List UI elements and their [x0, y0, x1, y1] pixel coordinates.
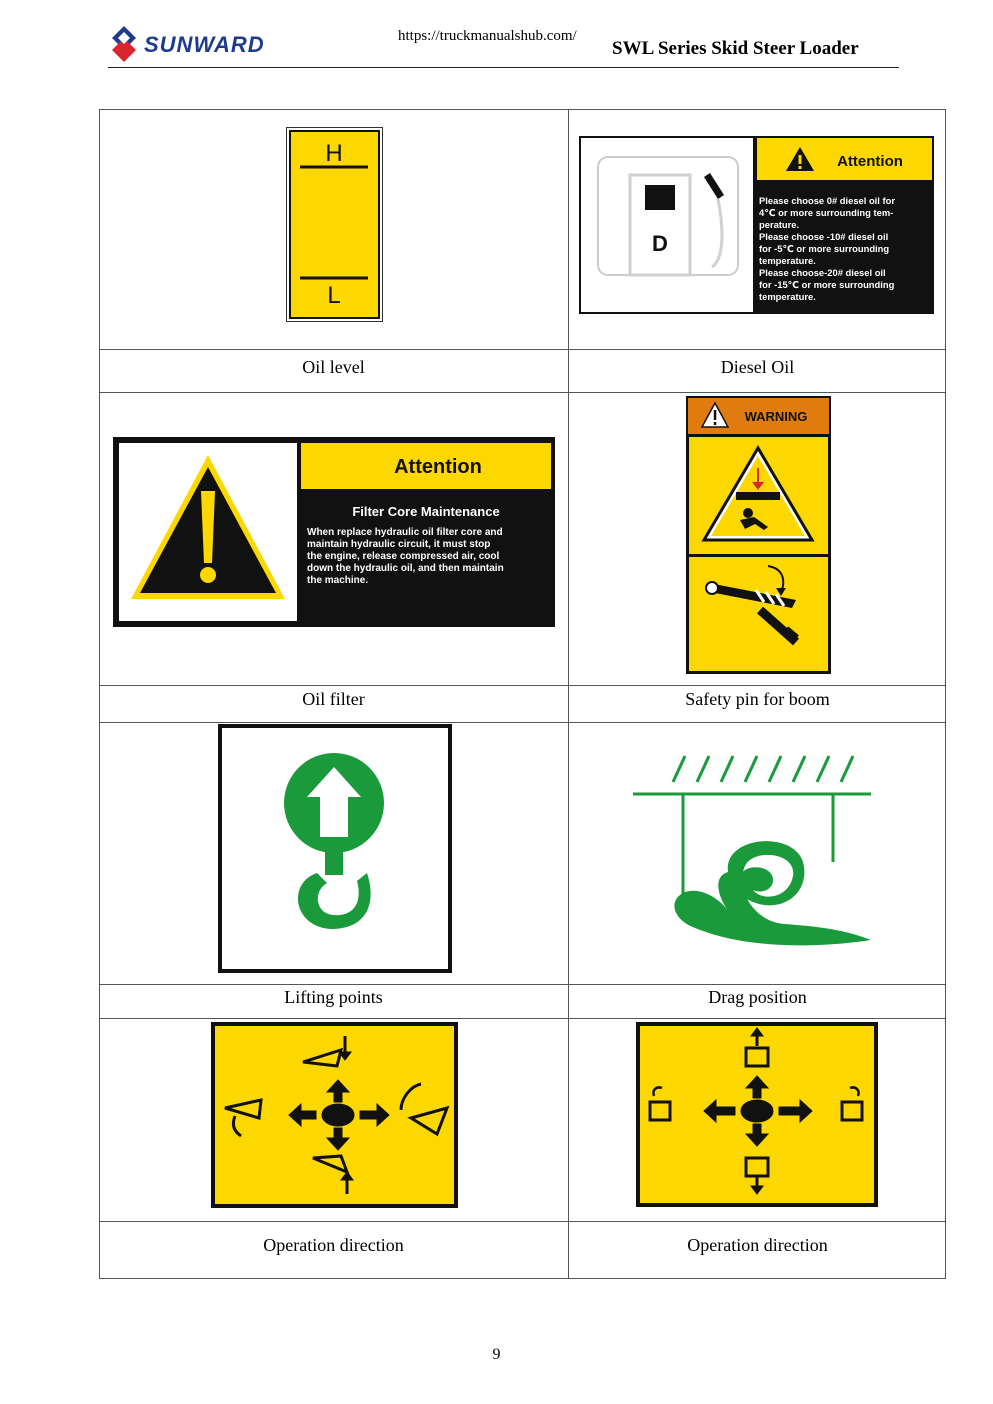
- sunward-logo: [110, 22, 270, 66]
- caption-operation-direction-right: Operation direction: [687, 1235, 828, 1255]
- lifting-points-sign: [217, 723, 453, 974]
- svg-text:L: L: [327, 282, 341, 309]
- svg-text:for -15℃ or more surrounding: for -15℃ or more surrounding: [759, 279, 895, 290]
- drag-hook-icon: [674, 841, 871, 945]
- table-divider: [99, 685, 946, 686]
- svg-text:temperature.: temperature.: [759, 255, 816, 266]
- boom-safety-pin-sign: [686, 396, 831, 674]
- svg-text:Please choose-20# diesel oil: Please choose-20# diesel oil: [759, 267, 886, 278]
- svg-text:the engine, release compressed: the engine, release compressed air, cool: [307, 551, 500, 562]
- table-divider: [99, 984, 946, 985]
- svg-text:down the hydraulic oil, and th: down the hydraulic oil, and then maintain: [307, 563, 504, 574]
- caption-oil-filter: Oil filter: [302, 689, 365, 709]
- svg-text:When replace hydraulic oil fil: When replace hydraulic oil filter core and: [307, 527, 503, 538]
- svg-text:maintain hydraulic circuit, it: maintain hydraulic circuit, it must stop: [307, 539, 491, 550]
- svg-text:H: H: [325, 140, 343, 167]
- header-divider: [108, 67, 899, 68]
- svg-text:WARNING: WARNING: [744, 409, 808, 424]
- source-url[interactable]: https://truckmanualshub.com/: [398, 28, 577, 44]
- bucket-operation-direction-sign: [211, 1022, 458, 1208]
- svg-text:Attention: Attention: [394, 456, 482, 478]
- svg-text:Please choose 0# diesel oil fo: Please choose 0# diesel oil for: [759, 195, 895, 206]
- svg-text:for -5℃ or more surrounding: for -5℃ or more surrounding: [759, 243, 890, 254]
- caption-lifting-points: Lifting points: [284, 987, 383, 1007]
- svg-text:temperature.: temperature.: [759, 291, 816, 302]
- svg-text:Attention: Attention: [837, 153, 903, 170]
- svg-text:Please choose -10# diesel oil: Please choose -10# diesel oil: [759, 231, 889, 242]
- oil-level-gauge-icon: [286, 127, 383, 322]
- travel-operation-direction-sign: [636, 1022, 878, 1207]
- page-number: 9: [492, 1346, 501, 1363]
- svg-text:D: D: [652, 231, 668, 256]
- caption-oil-level: Oil level: [302, 357, 365, 377]
- caption-diesel-oil: Diesel Oil: [720, 357, 795, 377]
- svg-text:Filter Core Maintenance: Filter Core Maintenance: [352, 504, 500, 519]
- table-divider: [99, 392, 946, 393]
- document-title: SWL Series Skid Steer Loader: [612, 38, 859, 59]
- svg-text:perature.: perature.: [759, 219, 800, 230]
- svg-text:SUNWARD: SUNWARD: [144, 32, 265, 57]
- svg-text:4℃ or more surrounding tem-: 4℃ or more surrounding tem-: [759, 207, 894, 218]
- oil-filter-sign: [113, 437, 555, 627]
- svg-text:the machine.: the machine.: [307, 575, 369, 586]
- table-divider: [99, 1018, 946, 1019]
- table-divider: [99, 1221, 946, 1222]
- table-divider: [99, 349, 946, 350]
- caption-safety-pin: Safety pin for boom: [685, 689, 830, 709]
- caption-operation-direction-left: Operation direction: [263, 1235, 404, 1255]
- caption-drag-position: Drag position: [708, 987, 807, 1007]
- drag-position-sign: [633, 752, 873, 957]
- diesel-oil-sign: [578, 135, 935, 315]
